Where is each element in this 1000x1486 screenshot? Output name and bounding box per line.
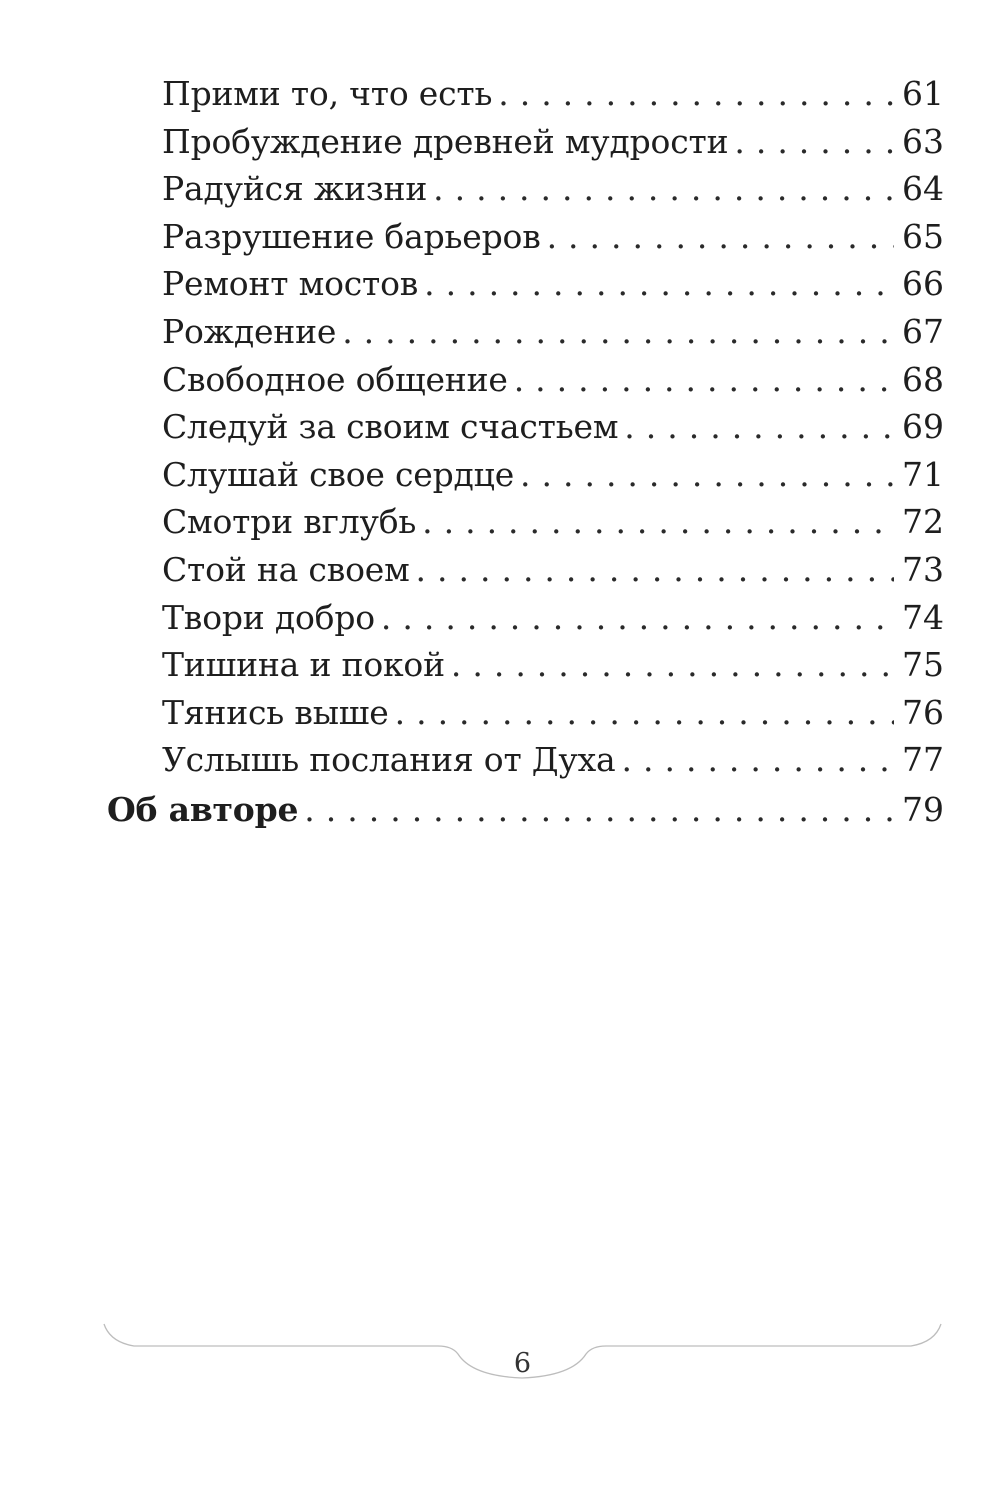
toc-entry[interactable] <box>0 213 944 261</box>
toc-entry-page: 63 <box>902 121 944 161</box>
toc-entry-page: 68 <box>902 359 944 399</box>
toc-entry-title: Прими то, что есть <box>162 74 493 113</box>
toc-entry-page: 71 <box>902 454 944 494</box>
toc-entry[interactable] <box>0 403 944 451</box>
dot-leader <box>433 165 894 213</box>
toc-entry-page: 64 <box>902 169 944 209</box>
dot-leader <box>520 451 894 499</box>
dot-leader <box>514 356 894 404</box>
toc-entry-title: Свободное общение <box>162 359 508 399</box>
toc-entry-title: Твори добро <box>162 597 375 637</box>
dot-leader <box>624 403 894 451</box>
dot-leader <box>622 736 894 784</box>
toc-entry-page: 74 <box>902 597 944 637</box>
toc-entry[interactable] <box>0 736 944 784</box>
toc-entry-title: Слушай свое сердце <box>162 454 515 494</box>
toc-entry[interactable] <box>0 498 944 546</box>
toc-entry[interactable] <box>0 356 944 404</box>
page-footer <box>100 1318 945 1398</box>
toc-entry-page: 69 <box>902 407 944 447</box>
toc-entry-page: 72 <box>902 502 944 542</box>
toc-entry[interactable] <box>0 165 944 213</box>
toc-entry-title: Ремонт мостов <box>162 264 419 304</box>
toc-entry-page: 66 <box>902 264 944 304</box>
toc-entry-title: Об авторе <box>107 789 299 829</box>
toc-entry-title: Следуй за своим счастьем <box>162 407 619 447</box>
toc-entry-title: Смотри вглубь <box>162 502 417 542</box>
toc-entry-page: 77 <box>902 740 944 780</box>
dot-leader <box>451 641 894 689</box>
toc-entry-title: Пробуждение древней мудрости <box>162 121 729 161</box>
toc-entry-title: Тянись выше <box>162 692 389 732</box>
toc-entry-page: 61 <box>902 74 944 113</box>
toc-entry[interactable] <box>0 641 944 689</box>
toc-entry-title: Разрушение барьеров <box>162 216 541 256</box>
toc-entry[interactable] <box>0 451 944 499</box>
dot-leader <box>342 308 894 356</box>
dot-leader <box>422 498 894 546</box>
dot-leader <box>304 786 894 834</box>
toc-entry-page: 73 <box>902 549 944 589</box>
dot-leader <box>547 213 894 261</box>
toc-entry-about-author[interactable] <box>0 786 944 834</box>
toc-entry-page: 79 <box>902 789 944 829</box>
toc-entry[interactable] <box>0 594 944 642</box>
table-of-contents <box>0 70 1000 834</box>
dot-leader <box>498 70 894 118</box>
toc-entry-title: Радуйся жизни <box>162 169 428 209</box>
toc-entry[interactable] <box>0 118 944 166</box>
toc-entry-title: Тишина и покой <box>162 645 445 685</box>
toc-entry-page: 76 <box>902 692 944 732</box>
toc-entry[interactable] <box>0 546 944 594</box>
toc-entry-title: Рождение <box>162 311 337 351</box>
dot-leader <box>734 118 894 166</box>
toc-entry[interactable] <box>0 308 944 356</box>
toc-entry-title: Стой на своем <box>162 549 410 589</box>
toc-entry-title: Услышь послания от Духа <box>162 740 616 780</box>
dot-leader <box>416 546 894 594</box>
page-number: 6 <box>513 1348 532 1379</box>
toc-entry-page: 75 <box>902 645 944 685</box>
dot-leader <box>424 260 894 308</box>
toc-entry-page: 65 <box>902 216 944 256</box>
toc-entry[interactable] <box>0 689 944 737</box>
dot-leader <box>395 689 894 737</box>
toc-entry[interactable] <box>0 70 944 118</box>
toc-entry[interactable] <box>0 260 944 308</box>
toc-entry-page: 67 <box>902 311 944 351</box>
dot-leader <box>381 594 894 642</box>
